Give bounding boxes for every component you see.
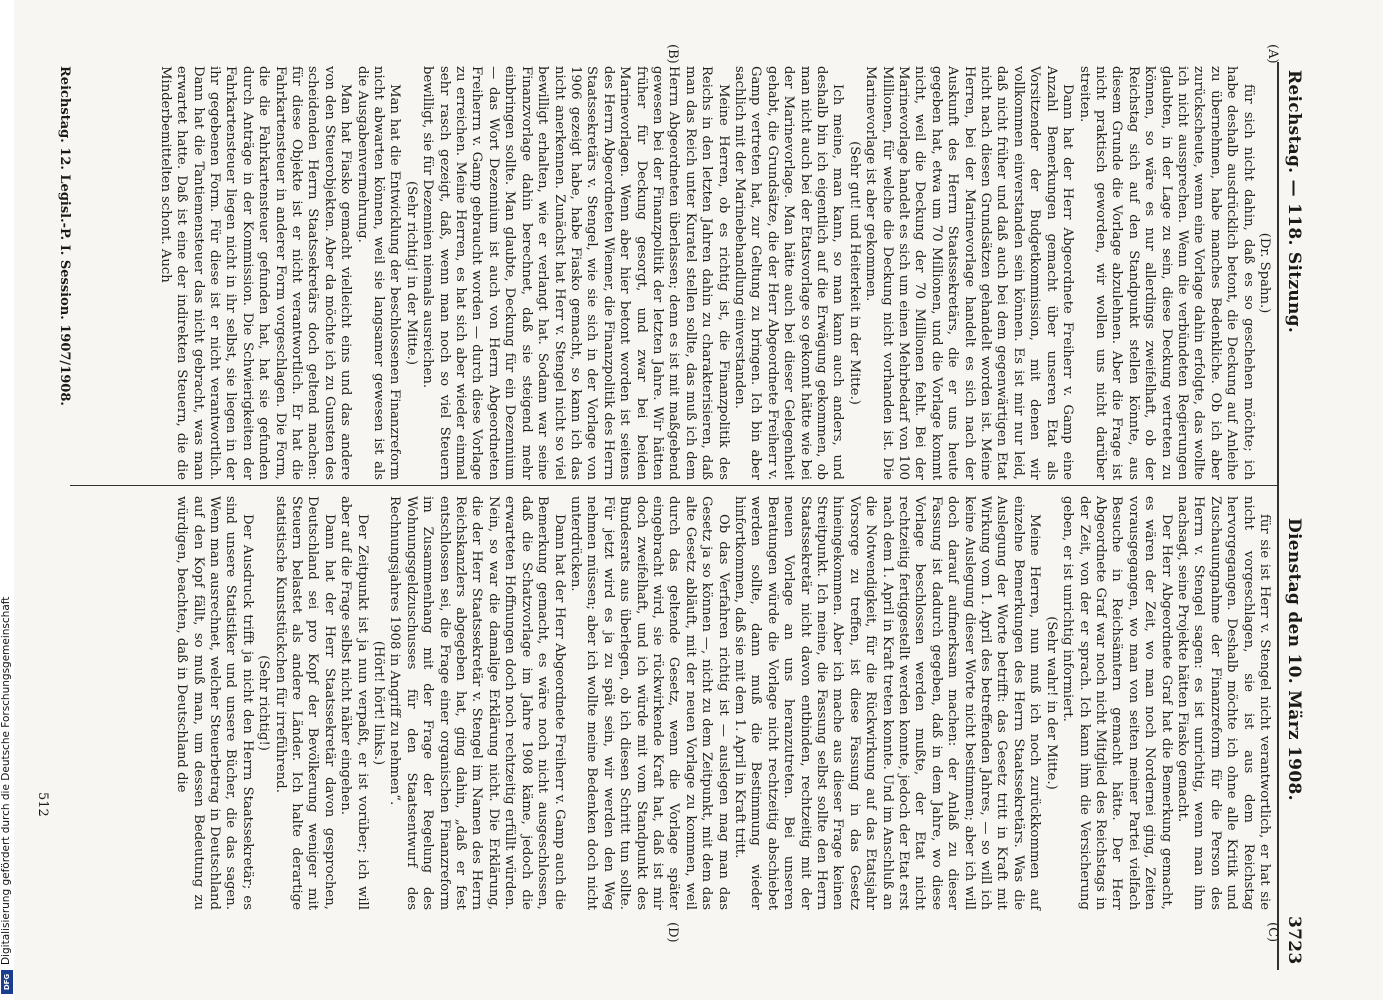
- interjection: (Sehr richtig!): [256, 655, 272, 751]
- speaker-label: (Dr. Spahn.): [1257, 232, 1272, 314]
- margin-marker-c: (C): [1265, 922, 1280, 943]
- paragraph: Meine Herren, nun muß ich noch zurückkommen auf einzelne Bemerkungen des Herrn Staatssekretärs. Was die Auslegung der Worte betrifft: das Gesetz tritt in Kraft mit Wirkung vom 1. April des betreffenden Jahres, — so will ich keine Auslegung dieser Worte nicht bestimmen; aber ich will doch darauf aufmerksam machen: der Anlaß zu dieser Fassung ist dadurch gegeben, daß in dem Jahre, wo diese Vorlage beschlossen werden mußte, der Etat nicht rechtzeitig fertiggestellt werden konnte, jedoch der Etat erst nach dem 1. April in Kraft treten konnte. Und im Anschluß an die Notwendigkeit, für die Rückwirkung auf das Etatsjahr Vorsorge zu treffen, ist diese Fassung in das Gesetz hineingekommen. Aber ich mache aus dieser Frage keinen Streitpunkt. Ich meine, die Fassung selbst sollte den Herrn Staatssekretär nicht davon entbinden, rechtzeitig mit der neuen Vorlage an uns heranzutreten. Bei unseren Beratungen würde die Vorlage nicht rechtzeitig abschiebet werden sollte, dann muß die Bestimmung wieder hinfortkommen, daß sie mit dem 1. April in Kraft tritt.: [732, 496, 1043, 910]
- left-column: [77, 66, 1272, 480]
- paragraph: Der Zeitpunkt ist ja nun verpaßt, er ist vorüber; ich will aber auf die Frage selbst nicht näher eingehen.: [338, 496, 370, 910]
- paragraph: Ob das Verfahren richtig ist — auslegen mag man das Gesetz ja so können —, nicht zu dem Zeitpunkt, mit dem das alte Gesetz abläuft, mit der neuen Vorlage zu kommen, weil durch das geltende Gesetz, wenn die Vorlage später eingebracht wird, sie rückwirkende Kraft hat, daß ist mir doch zweifelhaft, und ich würde mit vom Standpunkt des Bundesrats aus überlegen, ob ich diesen Schritt tun sollte. Für jetzt wird es ja zu spät sein, wir werden den Weg nehmen müssen; aber ich wollte meine Bedenken doch nicht unterdrücken.: [567, 496, 731, 910]
- dfg-logo: DFG: [1, 970, 13, 994]
- margin-marker-b: (B): [665, 44, 680, 64]
- running-header-title: Reichstag. — 118. Sitzung.: [1284, 70, 1304, 334]
- paragraph: für sie ist Herr v. Stengel nicht verantwortlich, er hat sie nicht vorgeschlagen, sie ist aus dem Reichstag hervorgegangen. Deshalb möchte ich ohne alle Kritik und Zuschauungnahme der Finanzreform für die Person des Herrn v. Stengel sagen: es ist unrichtig, wenn man ihm nachsagt, seine Projekte hätten Fiasko gemacht.: [1174, 496, 1272, 910]
- digitization-note: Digitalisierung gefördert durch die Deutsche Forschungsgemeinschaft: [0, 596, 12, 965]
- page-number: 3723: [1284, 916, 1304, 965]
- paragraph: Man hat die Entwicklung der beschlossenen Finanzreform nicht abwarten können, weil sie langsamer gewesen ist als die Ausgabenvermehrung.: [354, 66, 403, 480]
- interjection: (Sehr richtig! in der Mitte.): [403, 181, 419, 365]
- margin-marker-a: (A): [1265, 44, 1280, 64]
- paragraph: Dann hat der Herr Abgeordnete Freiherr v. Gamp auch die Bemerkung gemacht, es wäre noch nicht ausgeschlossen, daß die Schatzvorlage im Jahre 1908 käme, jedoch die erwarteten Hoffnungen doch noch rechtzeitig erfüllt würden. Nein, so war die damalige Erklärung nicht. Die Erklärung, die der Herr Staatssekretär v. Stengel im Namen des Herrn Reichskanzlers abgegeben hat, ging dahin, „daß er fest entschlossen sei, die Frage einer organischen Finanzreform im Zusammenhang mit der Frage der Regelung des Wohnungsgeldzuschusses für den Staatsentwurf des Rechnungsjahres 1908 in Angriff zu nehmen“.: [387, 496, 567, 910]
- footer-session: Reichstag. 12. Legisl.-P. I. Session. 1907/1908.: [57, 66, 72, 406]
- interjection: (Sehr wahr! in der Mitte.): [1043, 616, 1059, 790]
- footer-page-code: 512: [35, 792, 50, 817]
- interjection: (Sehr gut! und Heiterkeit in der Mitte.): [846, 141, 862, 405]
- paragraph: für sich nicht dahin, daß es so geschehen möchte; ich habe deshalb ausdrücklich betont, die Deckung auf Anleihe zu übernehmen, habe manches Bedenkliche. Ob ich aber zurückscheute, wenn eine Vorlage dahin erfolgte, das wollte ich nicht aussprechen. Wenn die verbündeten Regierungen glaubten, in der Lage zu sein, diese Deckung vertreten zu können, so wäre es nur allerdings zweifelhaft, ob der Reichstag sich auf den Standpunkt stellen könnte, aus diesem Grunde die Vorlage abzulehnen. Aber die Frage ist nicht praktisch geworden, wir wollen uns nicht darüber streiten.: [1076, 66, 1256, 480]
- column-divider: [70, 485, 1278, 486]
- interjection: (Hört! hört! links.): [371, 640, 387, 766]
- running-header-date: Dienstag den 10. März 1908.: [1284, 518, 1304, 801]
- paragraph: Der Ausdruck trifft ja nicht den Herrn Staatssekretär; es sind unsere Statistiker und unsere Bücher, die das sagen. Wenn man ausrechnet, welcher Steuerbetrag in Deutschland auf den Kopf fällt, so muß man, um dessen Bedeutung zu würdigen, beachten, daß in Deutschland die: [174, 496, 255, 910]
- paragraph: Der Herr Abgeordnete Graf hat die Bemerkung gemacht, es wären der Zeit, wo man noch Nordernei ging, Zeiten vorausgegangen, wo man von seiten meiner Partei vielfach Besuche in Reichsämtern gemacht hätte. Der Herr Abgeordnete Graf war noch nicht Mitglied des Reichstags in der Zeit, von der er sprach. Ich kann ihm die Versicherung geben, er ist unrichtig informiert.: [1060, 496, 1174, 910]
- paragraph: Dann hat der Herr Staatssekretär davon gesprochen, Deutschland sei pro Kopf der Bevölkerung weniger mit Steuern belastet als andere Länder. Ich halte derartige statistische Kunststückchen für irreführend.: [272, 496, 337, 910]
- paragraph: Meine Herren, ob es richtig ist, die Finanzpolitik des Reichs in den letzten Jahren dahin zu charakterisieren, daß man das Reich unter Kuratel stellen sollte, das muß ich dem Herrn Abgeordneten überlassen; denn es ist mit maßgebend gewesen bei der Finanzpolitik der letzten Jahre. Wir hätten früher für Deckung gesorgt, und zwar bei beiden Marinevorlagen. Wenn aber hier betont worden ist seitens des Herrn Abgeordneten Wiemer, die Finanzpolitik des Herrn Staatssekretärs v. Stengel, wie sie sich in der Vorlage von 1906 gezeigt habe, habe Fiasko gemacht, so kann ich das nicht anerkennen. Zunächst hat Herr v. Stengel nicht so viel bewilligt erhalten, wie er verlangt hat. Sodann war seine Finanzvorlage dahin berechnet, daß sie steigend mehr einbringen sollte. Man glaubte, Deckung für ein Dezennium — das Wort Dezennium ist auch von Herrn Abgeordneten Freiherrn v. Gamp gebraucht worden — durch diese Vorlage zu erreichen. Meine Herren, es hat sich aber wieder einmal sehr rasch gezeigt, daß, wenn man noch so viel Steuern bewilligt, sie für Dezennien niemals ausreichen.: [420, 66, 731, 480]
- right-column: [77, 496, 1272, 910]
- paragraph: Man hat Fiasko gemacht vielleicht eins und das andere von den Steuerobjekten. Aber da möchte ich zu Gunsten des scheidenden Herrn Staatssekretärs doch geltend machen: für diese Objekte ist er nicht verantwortlich. Er hat die Fahrkartensteuer in anderer Form vorgeschlagen. Die Form, die die Fahrkartensteuer gefunden hat, hat sie gefunden durch Anträge in der Kommission. Die Schwierigkeiten der Fahrkartensteuer liegen nicht in ihr selbst, sie liegen in der ihr gegebenen Form. Für diese ist er nicht verantwortlich. Dann hat die Tantiemensteuer das nicht gebracht, was man erwartet hatte. Daß ist eine der indirekten Steuern, die die Minderbemittelten schont. Auch: [157, 66, 354, 480]
- margin-marker-d: (D): [665, 922, 680, 943]
- header-rule: [1277, 62, 1279, 970]
- paragraph: Ich meine, man kann, so man kann auch anders, und deshalb bin ich eigentlich auf die Erwägung gekommen, ob man nicht auch bei der Etatsvorlage so gekonnt hätte wie bei der Marinevorlage. Man hätte auch bei dieser Gelegenheit gehabt, die Grundsätze, die der Herr Abgeordnete Freiherr v. Gamp vertreten hat, zur Geltung zu bringen. Ich bin aber sachlich mit der Marinebehandlung einverstanden.: [732, 66, 846, 480]
- paragraph: Dann hat der Herr Abgeordnete Freiherr v. Gamp eine Anzahl Bemerkungen gemacht über unseren Etat als Vorsitzender der Budgetkommission, mit denen wir vollkommen einverstanden sein können. Es ist mir nur leid, daß nicht früher und daß auch bei dem gegenwärtigen Etat nicht nach diesen Grundsätzen gehandelt worden ist. Meine Herren, bei der Marinevorlage handelt es sich nach der Auskunft des Herrn Staatssekretärs, die er uns heute gegeben hat, etwa um 70 Millionen, und die Vorlage kommt nicht, weil die Deckung der 70 Millionen fehlt. Bei der Marinevorlage handelt es sich um einen Mehrbedarf von 100 Millionen, für welche die Deckung nicht vorhanden ist. Die Marinevorlage ist aber gekommen.: [863, 66, 1076, 480]
